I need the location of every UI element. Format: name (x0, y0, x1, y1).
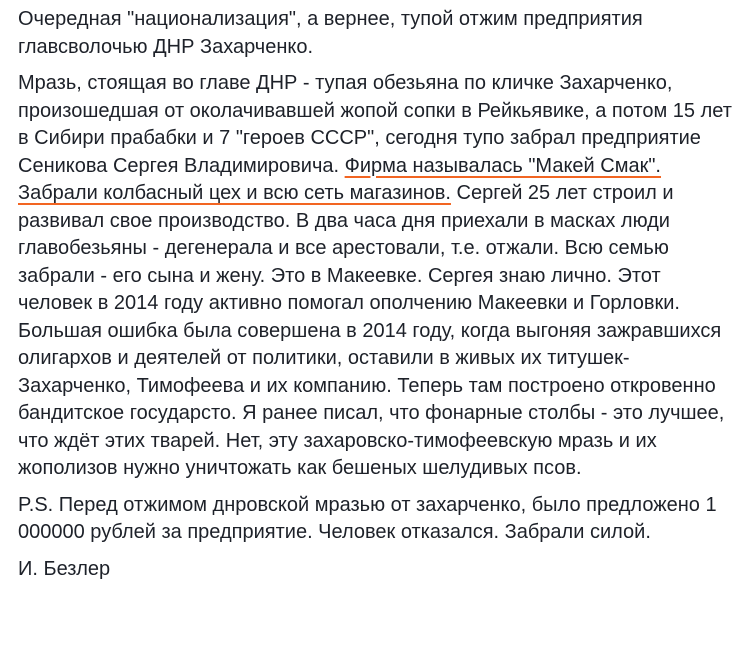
signature: И. Безлер (18, 557, 111, 580)
post-text (18, 6, 738, 592)
paragraph-main (18, 70, 738, 483)
paragraph-intro: Очередная "национализация", а вернее, тупой отжим предприятия главсволочью ДНР Захарченко. (18, 8, 643, 58)
paragraph-main-start: Мразь, стоящая во главе ДНР - тупая обезьяна по кличке Захарченко, произошедшая от околачивавшей жопой сопки в Рейкьявике, а потом 15 лет в Сибири прабабки и 7 "героев СССР", сегодня тупо забрал предприятие Сеникова Сергея Владимировича. (18, 72, 732, 177)
paragraph-postscript: P.S. Перед отжимом днровской мразью от захарченко, было предложено 1 000000 рублей за предприятие. Человек отказался. Забрали силой. (18, 493, 717, 543)
paragraph-main-rest: Сергей 25 лет строил и развивал свое производство. В два часа дня приехали в масках люди главобезьяны - дегенерала и все арестовали, т.е. отжали. Всю семью забрали - его сына и жену. Это в Макеевке. Сергея знаю лично. Этот человек в 2014 году активно помогал ополчению Макеевки и Горловки. Большая ошибка была совершена в 2014 году, когда выгоняя зажравшихся олигархов и деятелей от политики, оставили в живых их титушек- Захарченко, Тимофеева и их компанию. Теперь там построено откровенно бандитское государсто. Я ранее писал, что фонарные столбы - это лучшее, что ждёт этих тварей. Нет, эту захаровско-тимофеевскую мразь и их жополизов нужно уничтожать как бешеных шелудивых псов. (18, 182, 725, 479)
highlighted-sentence: Фирма называлась "Макей Смак". Забрали колбасный цех и всю сеть магазинов. (18, 154, 661, 204)
